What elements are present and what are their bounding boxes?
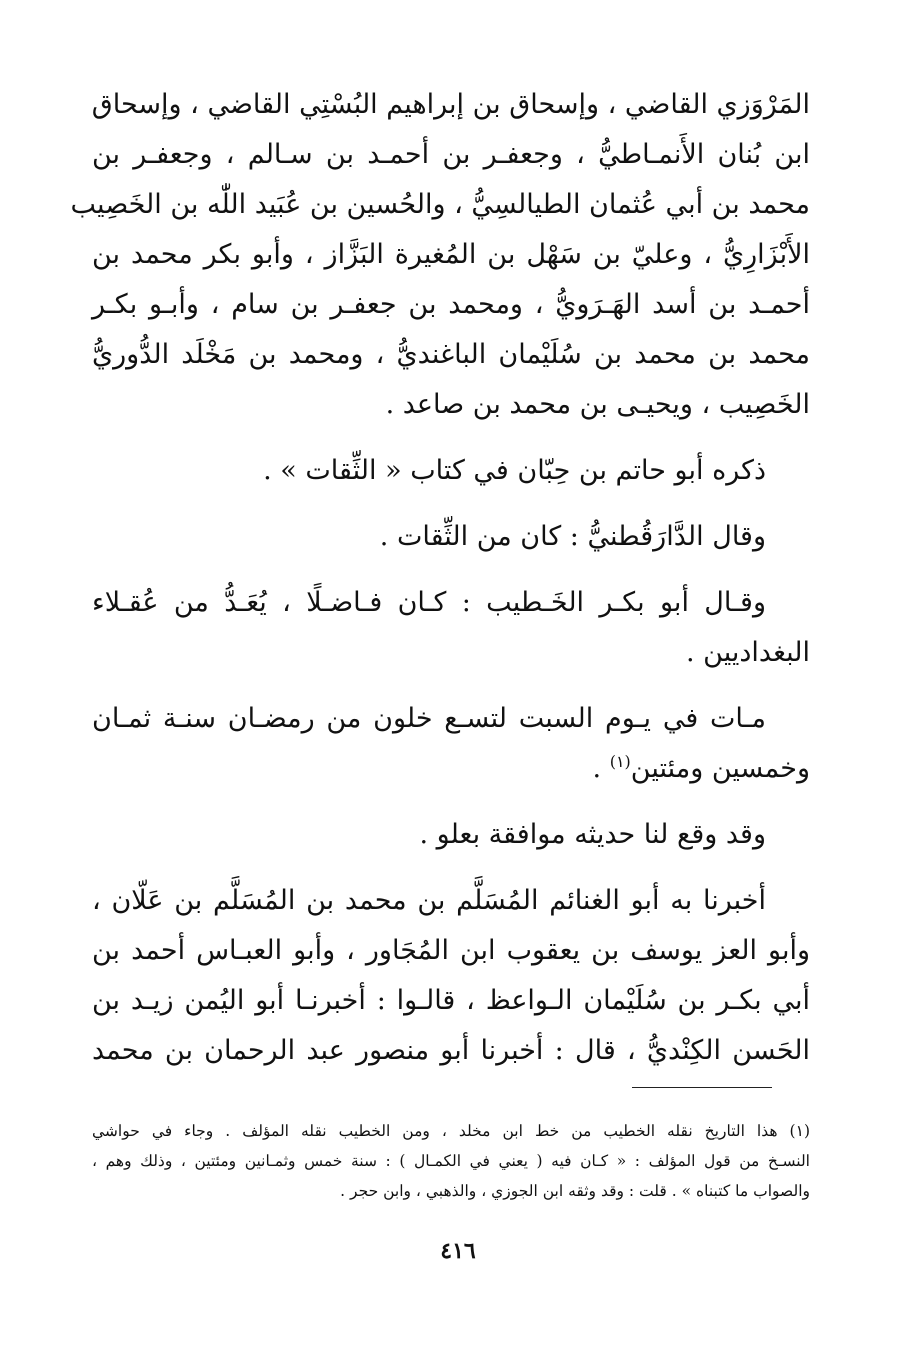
text-line-segment: وخمسين ومئتين xyxy=(630,753,810,784)
paragraph-gap xyxy=(92,678,810,694)
footnote-reference[interactable]: (١) xyxy=(609,752,631,771)
paragraph-gap xyxy=(92,496,810,512)
text-line: وقد وقع لنا حديثه موافقة بعلو . xyxy=(419,819,766,850)
text-line: الحَسن الكِنْديُّ ، قال : أخبرنا أبو منصور عبد الرحمان بن محمد xyxy=(92,1035,810,1066)
footnote-block xyxy=(92,1116,810,1206)
text-line: محمد بن أبي عُثمان الطيالسِيُّ ، والحُسين بن عُبَيد اللّٰه بن الخَصِيب xyxy=(70,189,810,220)
text-line: البغداديين . xyxy=(686,637,810,668)
footnote-line: والصواب ما كتبناه » . قلت : وقد وثقه ابن الجوزي ، والذهبي ، وابن حجر . xyxy=(340,1182,810,1200)
text-line: وأبو العز يوسف بن يعقوب ابن المُجَاور ، وأبو العبـاس أحمد بن xyxy=(92,935,810,966)
text-line: المَرْوَزي القاضي ، وإسحاق بن إبراهيم البُسْتِي القاضي ، وإسحاق xyxy=(91,89,810,120)
text-line: أحمـد بن أسد الهَـرَويُّ ، ومحمد بن جعفـر بن سام ، وأبـو بكـر xyxy=(92,289,810,320)
text-line: الخَصِيب ، ويحيـى بن محمد بن صاعد . xyxy=(385,389,810,420)
line-end-period: . xyxy=(592,753,610,784)
text-line: مـات في يـوم السبت لتسـع خلون من رمضـان سنـة ثمـان xyxy=(92,703,766,734)
text-line: أبي بكـر بن سُلَيْمان الـواعظ ، قالـوا : أخبرنـا أبو اليُمن زيـد بن xyxy=(92,985,810,1016)
paragraph-gap xyxy=(92,794,810,810)
paragraph-gap xyxy=(92,860,810,876)
text-line: الأَبْزَارِيُّ ، وعليّ بن سَهْل بن المُغيرة البَزَّاز ، وأبو بكر محمد بن xyxy=(92,239,810,270)
text-line: ذكره أبو حاتم بن حِبّان في كتاب « الثِّقات » . xyxy=(263,455,766,486)
text-line: وقال الدَّارَقُطنيُّ : كان من الثِّقات . xyxy=(379,521,766,552)
text-line: محمد بن محمد بن سُلَيْمان الباغنديُّ ، ومحمد بن مَخْلَد الدُّوريُّ xyxy=(92,339,810,370)
text-line: ابن بُنان الأَنمـاطيُّ ، وجعفـر بن أحمـد بن سـالم ، وجعفـر بن xyxy=(92,139,810,170)
main-text-block xyxy=(70,80,810,1076)
footnote-line: النسـخ من قول المؤلف : « كـان فيه ( يعني في الكمـال ) : سنة خمس وثمـانين ومئتين ، وذلك وهم ، xyxy=(92,1152,810,1170)
text-line: أخبرنا به أبو الغنائم المُسَلَّم بن محمد بن المُسَلَّم بن عَلّان ، xyxy=(92,885,766,916)
paragraph-gap xyxy=(92,430,810,446)
page-number: ٤١٦ xyxy=(440,1238,476,1264)
footnote-line: (١) هذا التاريخ نقله الخطيب من خط ابن مخلد ، ومن الخطيب نقله المؤلف . وجاء في حواشي xyxy=(92,1122,810,1140)
paragraph-gap xyxy=(92,562,810,578)
text-line: وقـال أبو بكـر الخَـطيب : كـان فـاضـلًا ، يُعَـدُّ من عُقـلاء xyxy=(92,587,766,618)
footnote-separator xyxy=(632,1087,772,1088)
text-line xyxy=(92,744,810,794)
